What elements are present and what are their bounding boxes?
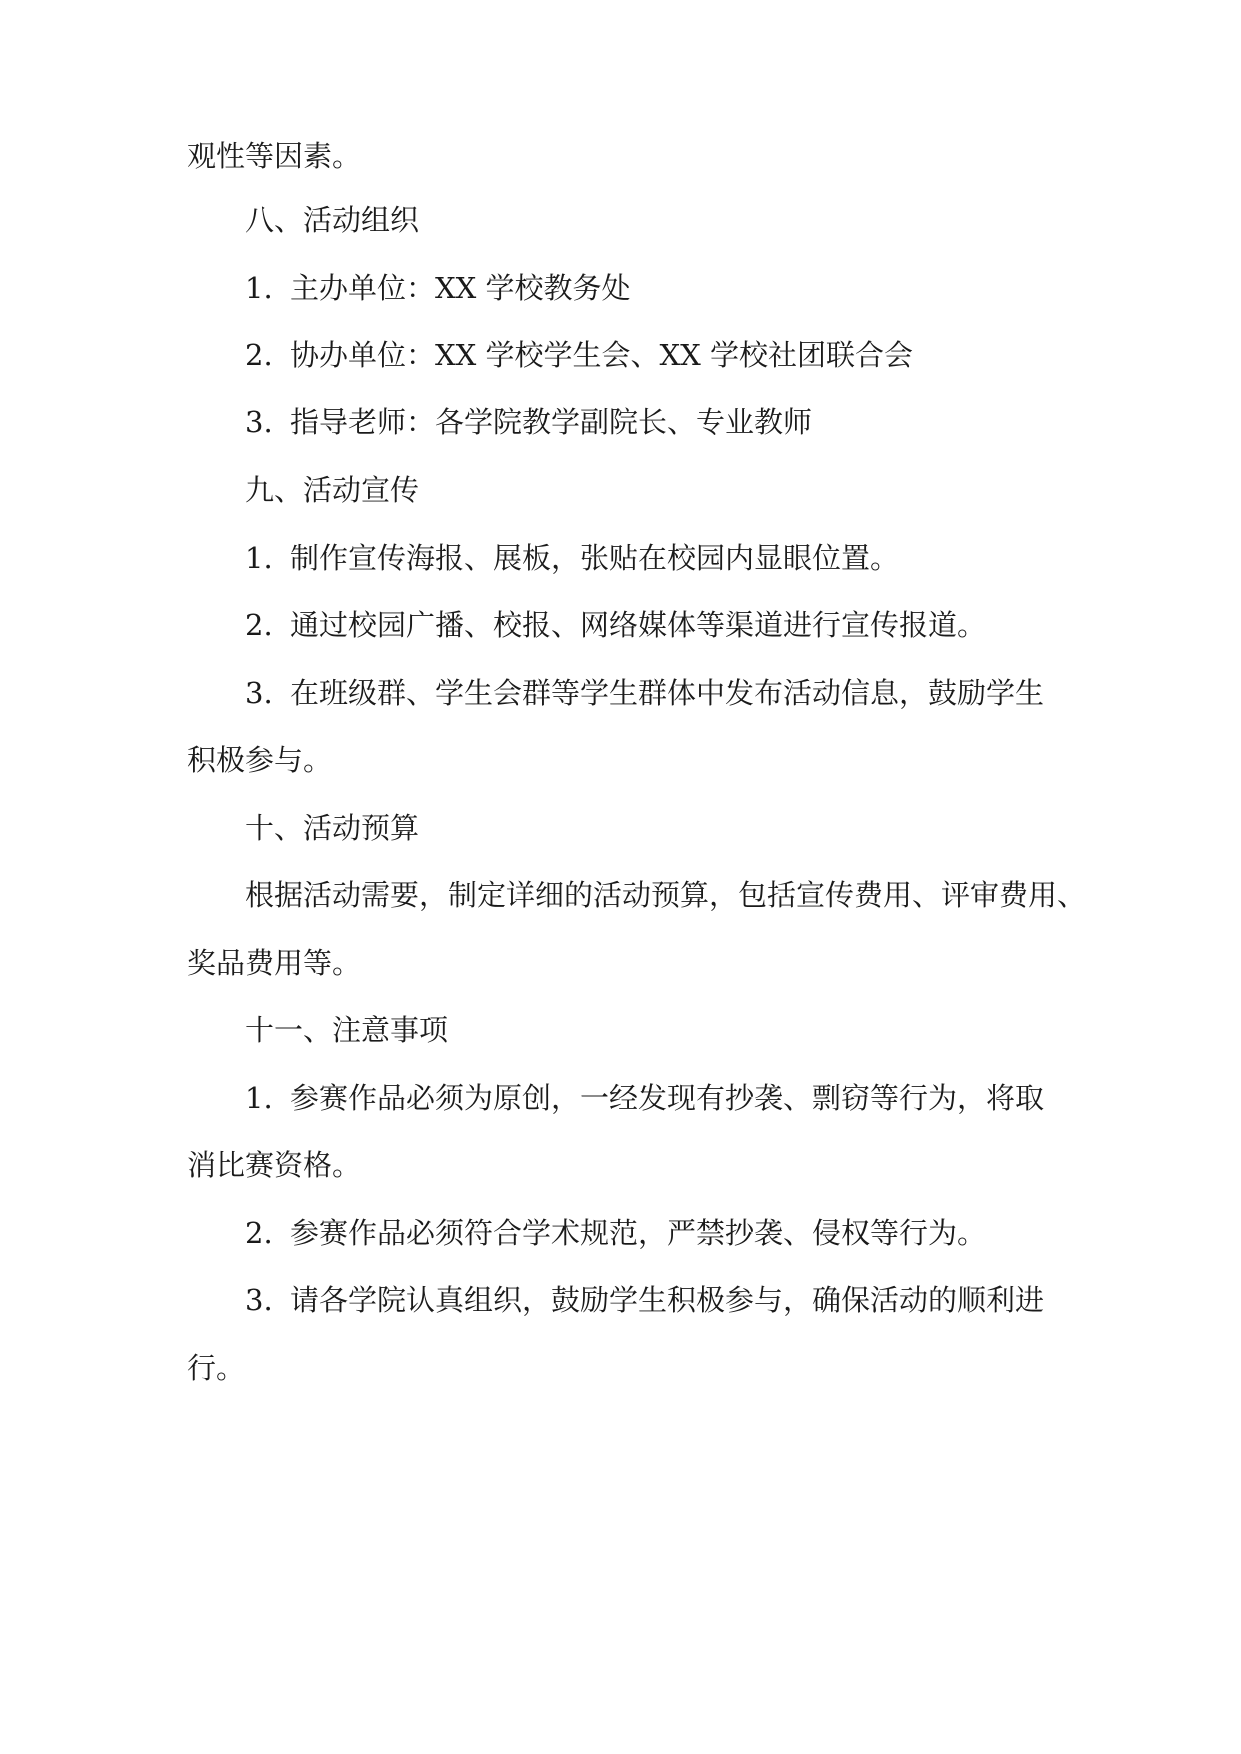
list-item-text: 主办单位：XX 学校教务处 — [290, 271, 631, 305]
list-item-number: 2. — [245, 338, 273, 372]
list-item-text: 参赛作品必须符合学术规范，严禁抄袭、侵权等行为。 — [290, 1216, 987, 1250]
list-item — [245, 1280, 1125, 1320]
list-item-number: 3. — [245, 1283, 273, 1317]
list-item-number: 3. — [245, 405, 273, 439]
list-item — [245, 605, 1125, 645]
list-item-number: 1. — [245, 271, 273, 305]
list-item — [245, 1213, 1125, 1253]
list-item-number: 1. — [245, 541, 273, 575]
list-item-text: 通过校园广播、校报、网络媒体等渠道进行宣传报道。 — [290, 608, 987, 642]
list-item-number: 2. — [245, 1216, 273, 1250]
section-heading-8: 八、活动组织 — [245, 203, 420, 237]
list-item-number: 2. — [245, 608, 273, 642]
list-item-text: 参赛作品必须为原创，一经发现有抄袭、剽窃等行为，将取 — [290, 1081, 1045, 1115]
list-item-number: 1. — [245, 1081, 273, 1115]
list-item — [245, 1078, 1125, 1118]
list-item-text: 协办单位：XX 学校学生会、XX 学校社团联合会 — [290, 338, 914, 372]
list-item-text: 制作宣传海报、展板，张贴在校园内显眼位置。 — [290, 541, 900, 575]
section-heading-9: 九、活动宣传 — [245, 473, 420, 507]
paragraph-budget-continuation: 奖品费用等。 — [187, 946, 362, 980]
list-item-continuation: 积极参与。 — [187, 743, 333, 777]
section-heading-11: 十一、注意事项 — [245, 1013, 449, 1047]
list-item — [245, 335, 1125, 375]
list-item-text: 请各学院认真组织，鼓励学生积极参与，确保活动的顺利进 — [290, 1283, 1045, 1317]
list-item — [245, 538, 1125, 578]
list-item-continuation: 消比赛资格。 — [187, 1148, 362, 1182]
list-item-number: 3. — [245, 676, 273, 710]
section-heading-10: 十、活动预算 — [245, 811, 420, 845]
list-item — [245, 268, 1125, 308]
list-item — [245, 673, 1125, 713]
paragraph-continuation: 观性等因素。 — [187, 139, 362, 173]
list-item-text: 在班级群、学生会群等学生群体中发布活动信息，鼓励学生 — [290, 676, 1045, 710]
list-item — [245, 402, 1125, 442]
paragraph-budget: 根据活动需要，制定详细的活动预算，包括宣传费用、评审费用、 — [245, 878, 1087, 912]
list-item-text: 指导老师：各学院教学副院长、专业教师 — [290, 405, 813, 439]
list-item-continuation: 行。 — [187, 1351, 246, 1385]
